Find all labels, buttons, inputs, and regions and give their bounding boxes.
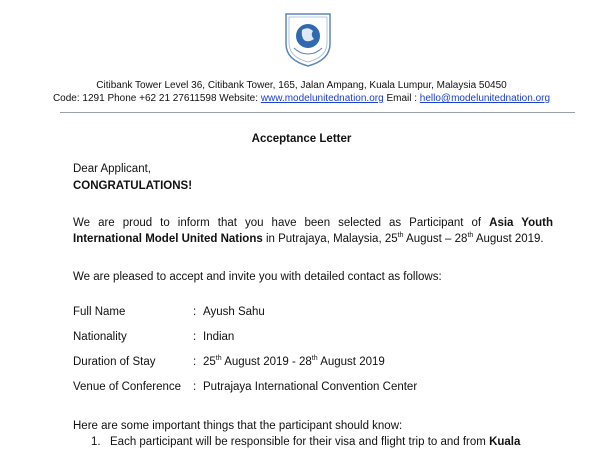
detail-value: Ayush Sahu: [203, 306, 265, 318]
email-link[interactable]: hello@modelunitednation.org: [419, 93, 551, 104]
detail-separator: :: [193, 356, 197, 368]
p1-sup-2: th: [467, 232, 474, 240]
list-text: [92, 436, 553, 448]
detail-value: [203, 356, 385, 368]
detail-separator: :: [193, 331, 197, 343]
detail-label: Duration of Stay: [73, 356, 156, 368]
detail-separator: :: [193, 306, 197, 318]
contact-prefix: Code: 1291 Phone +62 21 27611598 Website:: [52, 93, 261, 104]
paragraph-invite: We are pleased to accept and invite you with detailed contact as follows:: [73, 271, 442, 283]
stay-mid: August 2019 - 28: [221, 356, 312, 368]
event-name: Asia Youth International Model United Nations: [73, 217, 553, 245]
greeting: Dear Applicant,: [73, 163, 151, 175]
detail-label: Venue of Conference: [73, 381, 182, 393]
detail-label: Full Name: [73, 306, 126, 318]
stay-sup-2: th: [311, 355, 318, 363]
organization-logo: [280, 10, 336, 68]
detail-label: Nationality: [73, 331, 127, 343]
stay-sup-1: th: [215, 355, 222, 363]
paragraph-important: Here are some important things that the participant should know:: [73, 420, 403, 432]
paragraph-selection: [73, 215, 553, 247]
congratulations: CONGRATULATIONS!: [73, 180, 193, 192]
letter-title: Acceptance Letter: [251, 133, 352, 145]
stay-end: August 2019: [317, 356, 385, 368]
detail-value: Putrajaya International Convention Center: [203, 381, 418, 393]
item1-bold: Kuala: [489, 436, 521, 448]
p1-part-b: in Putrajaya, Malaysia, 25: [262, 233, 398, 245]
contact-line: [0, 93, 603, 105]
header-divider: [60, 112, 575, 113]
p1-part-a: We are proud to inform that you have been selected as Participant of: [73, 217, 490, 229]
list-item: [92, 436, 553, 448]
website-link[interactable]: www.modelunitednation.org: [260, 93, 384, 104]
detail-separator: :: [193, 381, 197, 393]
address-line: Citibank Tower Level 36, Citibank Tower, 165, Jalan Ampang, Kuala Lumpur, Malaysia 50450: [96, 80, 507, 91]
list-number: 1.: [91, 436, 101, 448]
p1-part-c: August – 28: [403, 233, 468, 245]
email-prefix: Email :: [383, 93, 420, 104]
stay-start: 25: [203, 356, 216, 368]
item1-text: Each participant will be responsible for their visa and flight trip to and from: [110, 436, 490, 448]
p1-sup-1: th: [397, 232, 404, 240]
detail-value: Indian: [203, 331, 235, 343]
p1-part-d: August 2019.: [473, 233, 544, 245]
